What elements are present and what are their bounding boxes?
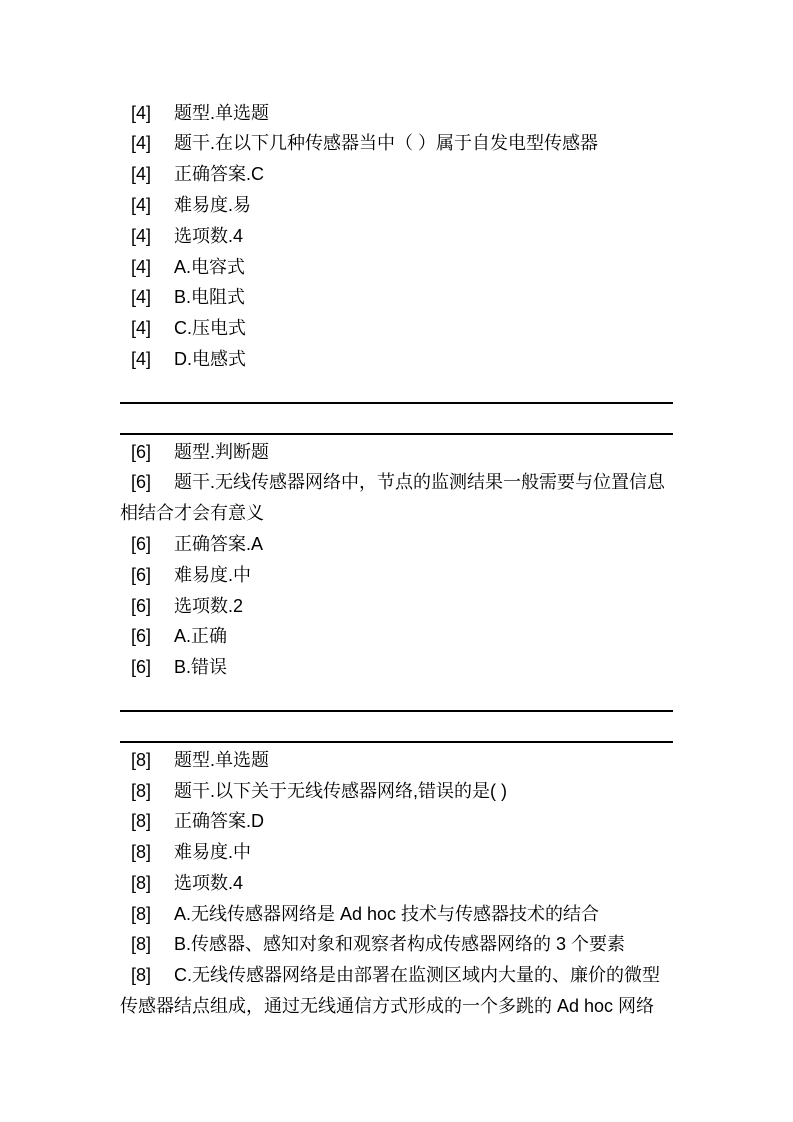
question-field-text: 题干.以下关于无线传感器网络,错误的是( )	[174, 780, 507, 801]
question-field-text: C.压电式	[174, 318, 246, 339]
question-tag: [6]	[131, 564, 152, 585]
question-field-line	[120, 929, 673, 960]
question-field-text: A.正确	[174, 626, 228, 647]
question-field-text: 题干.在以下几种传感器当中（ ）属于自发电型传感器	[174, 133, 598, 154]
question-tag: [4]	[131, 287, 152, 308]
question-field-line	[120, 621, 673, 652]
question-field-line	[120, 159, 673, 190]
question-tag: [4]	[131, 194, 152, 215]
question-field-line	[120, 806, 673, 837]
question-field-text: 正确答案.D	[174, 811, 264, 832]
question-field-line	[120, 529, 673, 560]
question-field-text: B.传感器、感知对象和观察者构成传感器网络的 3 个要素	[174, 934, 626, 955]
question-tag: [4]	[131, 256, 152, 277]
question-field-line	[120, 960, 673, 991]
question-field-continuation-line	[120, 498, 673, 529]
question-tag: [6]	[131, 657, 152, 678]
question-tag: [4]	[131, 225, 152, 246]
question-field-line	[120, 437, 673, 468]
question-field-text: A.无线传感器网络是 Ad hoc 技术与传感器技术的结合	[174, 903, 600, 924]
question-field-line	[120, 252, 673, 283]
question-list	[120, 98, 673, 1022]
question-tag: [8]	[131, 749, 152, 770]
question-field-line	[120, 98, 673, 129]
question-field-text: 题干.无线传感器网络中，节点的监测结果一般需要与位置信息	[174, 472, 665, 493]
question-field-line	[120, 899, 673, 930]
question-tag: [8]	[131, 780, 152, 801]
question-tag: [6]	[131, 441, 152, 462]
question-block	[120, 437, 673, 683]
question-tag: [4]	[131, 164, 152, 185]
question-tag: [8]	[131, 934, 152, 955]
separator-rule	[120, 710, 673, 743]
question-field-text: 题型.判断题	[174, 441, 270, 462]
question-field-line	[120, 776, 673, 807]
question-field-line	[120, 313, 673, 344]
question-block	[120, 745, 673, 1022]
question-field-text: 题型.单选题	[174, 102, 270, 123]
question-field-line	[120, 190, 673, 221]
question-field-line	[120, 128, 673, 159]
question-field-line	[120, 282, 673, 313]
question-field-text: 题型.单选题	[174, 749, 270, 770]
question-field-line	[120, 652, 673, 683]
question-tag: [6]	[131, 533, 152, 554]
question-block	[120, 98, 673, 375]
question-tag: [8]	[131, 965, 152, 986]
question-field-line	[120, 344, 673, 375]
question-field-text: C.无线传感器网络是由部署在监测区域内大量的、廉价的微型	[174, 965, 660, 986]
question-tag: [4]	[131, 102, 152, 123]
question-field-line	[120, 868, 673, 899]
question-field-continuation-text: 相结合才会有意义	[120, 503, 264, 524]
question-field-line	[120, 837, 673, 868]
question-tag: [4]	[131, 133, 152, 154]
question-tag: [6]	[131, 472, 152, 493]
question-field-text: B.错误	[174, 657, 228, 678]
separator-rule	[120, 402, 673, 435]
question-field-text: D.电感式	[174, 348, 246, 369]
question-field-continuation-line	[120, 991, 673, 1022]
question-field-line	[120, 560, 673, 591]
question-field-line	[120, 591, 673, 622]
question-tag: [6]	[131, 626, 152, 647]
question-field-text: A.电容式	[174, 256, 246, 277]
question-field-text: B.电阻式	[174, 287, 246, 308]
question-tag: [8]	[131, 903, 152, 924]
question-field-line	[120, 745, 673, 776]
question-tag: [8]	[131, 811, 152, 832]
question-tag: [8]	[131, 842, 152, 863]
question-field-text: 正确答案.A	[174, 533, 264, 554]
question-field-text: 难易度.易	[174, 194, 252, 215]
question-field-line	[120, 221, 673, 252]
question-field-text: 选项数.4	[174, 225, 244, 246]
question-tag: [4]	[131, 318, 152, 339]
question-tag: [8]	[131, 872, 152, 893]
question-field-text: 正确答案.C	[174, 164, 264, 185]
question-field-text: 选项数.2	[174, 595, 244, 616]
question-tag: [6]	[131, 595, 152, 616]
question-tag: [4]	[131, 348, 152, 369]
question-field-text: 难易度.中	[174, 842, 252, 863]
question-field-line	[120, 467, 673, 498]
question-field-text: 难易度.中	[174, 564, 252, 585]
question-field-continuation-text: 传感器结点组成，通过无线通信方式形成的一个多跳的 Ad hoc 网络	[120, 996, 655, 1017]
question-field-text: 选项数.4	[174, 872, 244, 893]
